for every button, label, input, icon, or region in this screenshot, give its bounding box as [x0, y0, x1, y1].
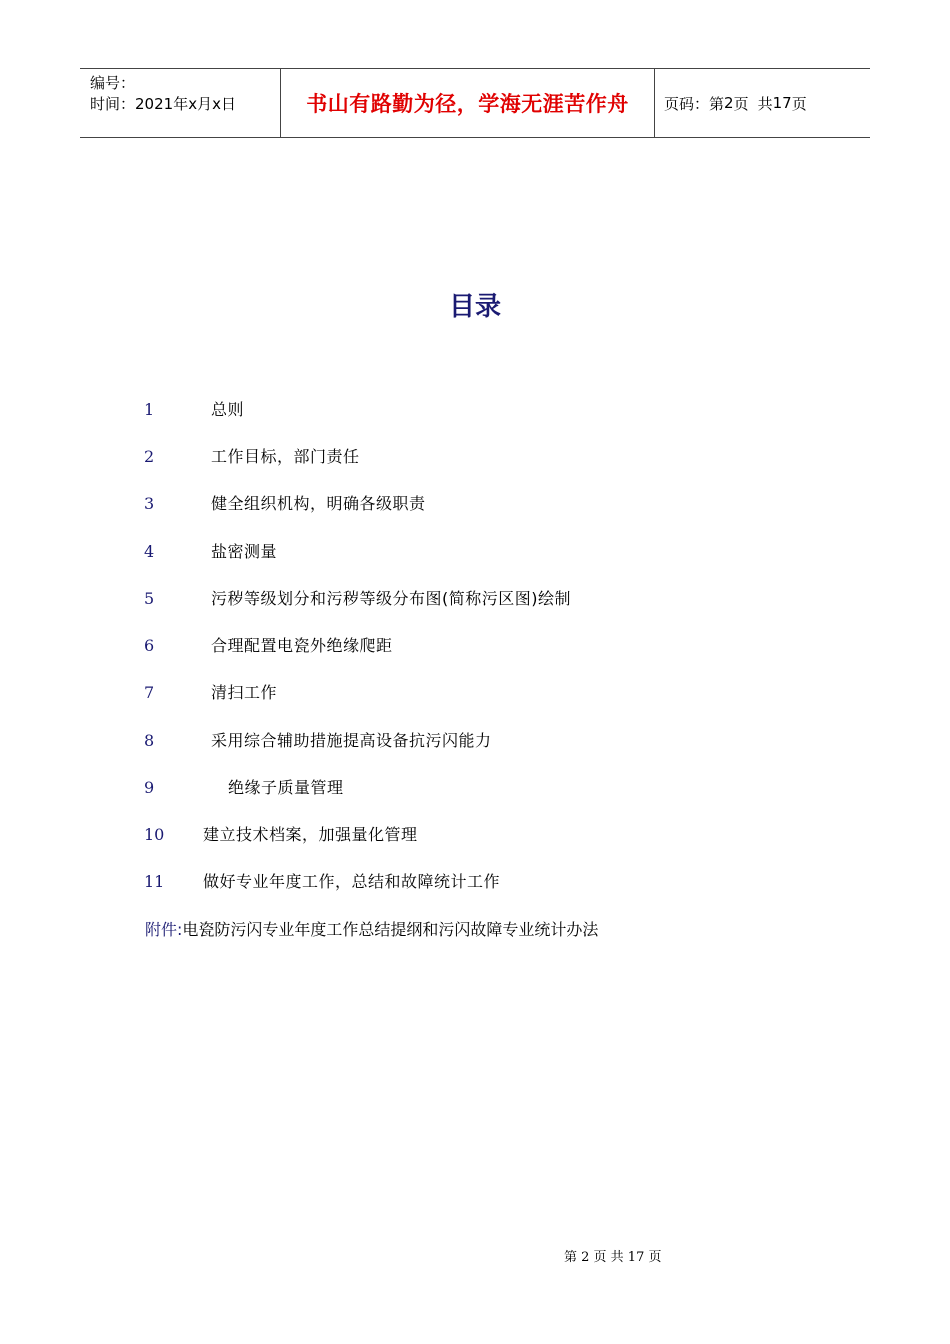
- toc-item-number: 9: [144, 778, 155, 797]
- toc-item-number: 8: [144, 731, 155, 750]
- time-line: [90, 94, 280, 115]
- toc-item-number: 10: [144, 825, 165, 844]
- page-total: 17: [772, 94, 792, 112]
- toc-item-text: 清扫工作: [211, 683, 278, 702]
- page-suffix: 页: [791, 94, 807, 113]
- toc-item-number: 5: [144, 589, 155, 608]
- document-header: [80, 68, 870, 138]
- page-mid: 页: [733, 94, 749, 113]
- number-label: 编号：: [90, 74, 136, 92]
- toc-item-number: 2: [144, 447, 155, 466]
- motto: 书山有路勤为径，学海无涯苦作舟: [281, 69, 655, 137]
- time-label: 时间：: [90, 95, 136, 113]
- appendix-text: 电瓷防污闪专业年度工作总结提纲和污闪故障专业统计办法: [182, 920, 599, 939]
- page-footer: 第 2 页 共 17 页: [564, 1250, 662, 1265]
- page-current: 2: [724, 94, 734, 112]
- toc-item-text: 做好专业年度工作，总结和故障统计工作: [203, 872, 501, 891]
- toc-item-number: 7: [144, 683, 155, 702]
- toc-item-text: 污秽等级划分和污秽等级分布图(简称污区图)绘制: [211, 589, 571, 608]
- page-total-prefix: 共: [757, 94, 773, 113]
- toc-item-text: 采用综合辅助措施提高设备抗污闪能力: [211, 731, 492, 750]
- toc-item-text: 盐密测量: [211, 542, 278, 561]
- page-prefix: 页码：第: [664, 94, 725, 113]
- time-value: 2021年x月x日: [135, 95, 236, 113]
- header-info-cell: [80, 69, 281, 137]
- appendix-label: 附件:: [145, 920, 183, 939]
- toc-title: 目录: [448, 292, 501, 322]
- toc-item-text: 工作目标，部门责任: [211, 447, 360, 466]
- toc-item-number: 6: [144, 636, 155, 655]
- toc-item-text: 建立技术档案，加强量化管理: [203, 825, 418, 844]
- toc-item-text: 健全组织机构，明确各级职责: [211, 494, 426, 513]
- toc-item-number: 4: [144, 542, 155, 561]
- toc-item-number: 3: [144, 494, 155, 513]
- toc-item-text: 合理配置电瓷外绝缘爬距: [211, 636, 393, 655]
- toc-item-text: 绝缘子质量管理: [228, 778, 344, 797]
- toc-item-number: 1: [144, 400, 155, 419]
- header-page-info: [655, 69, 870, 137]
- toc-item-number: 11: [144, 872, 165, 891]
- toc-item-text: 总则: [211, 400, 245, 419]
- appendix-line[interactable]: [145, 918, 598, 942]
